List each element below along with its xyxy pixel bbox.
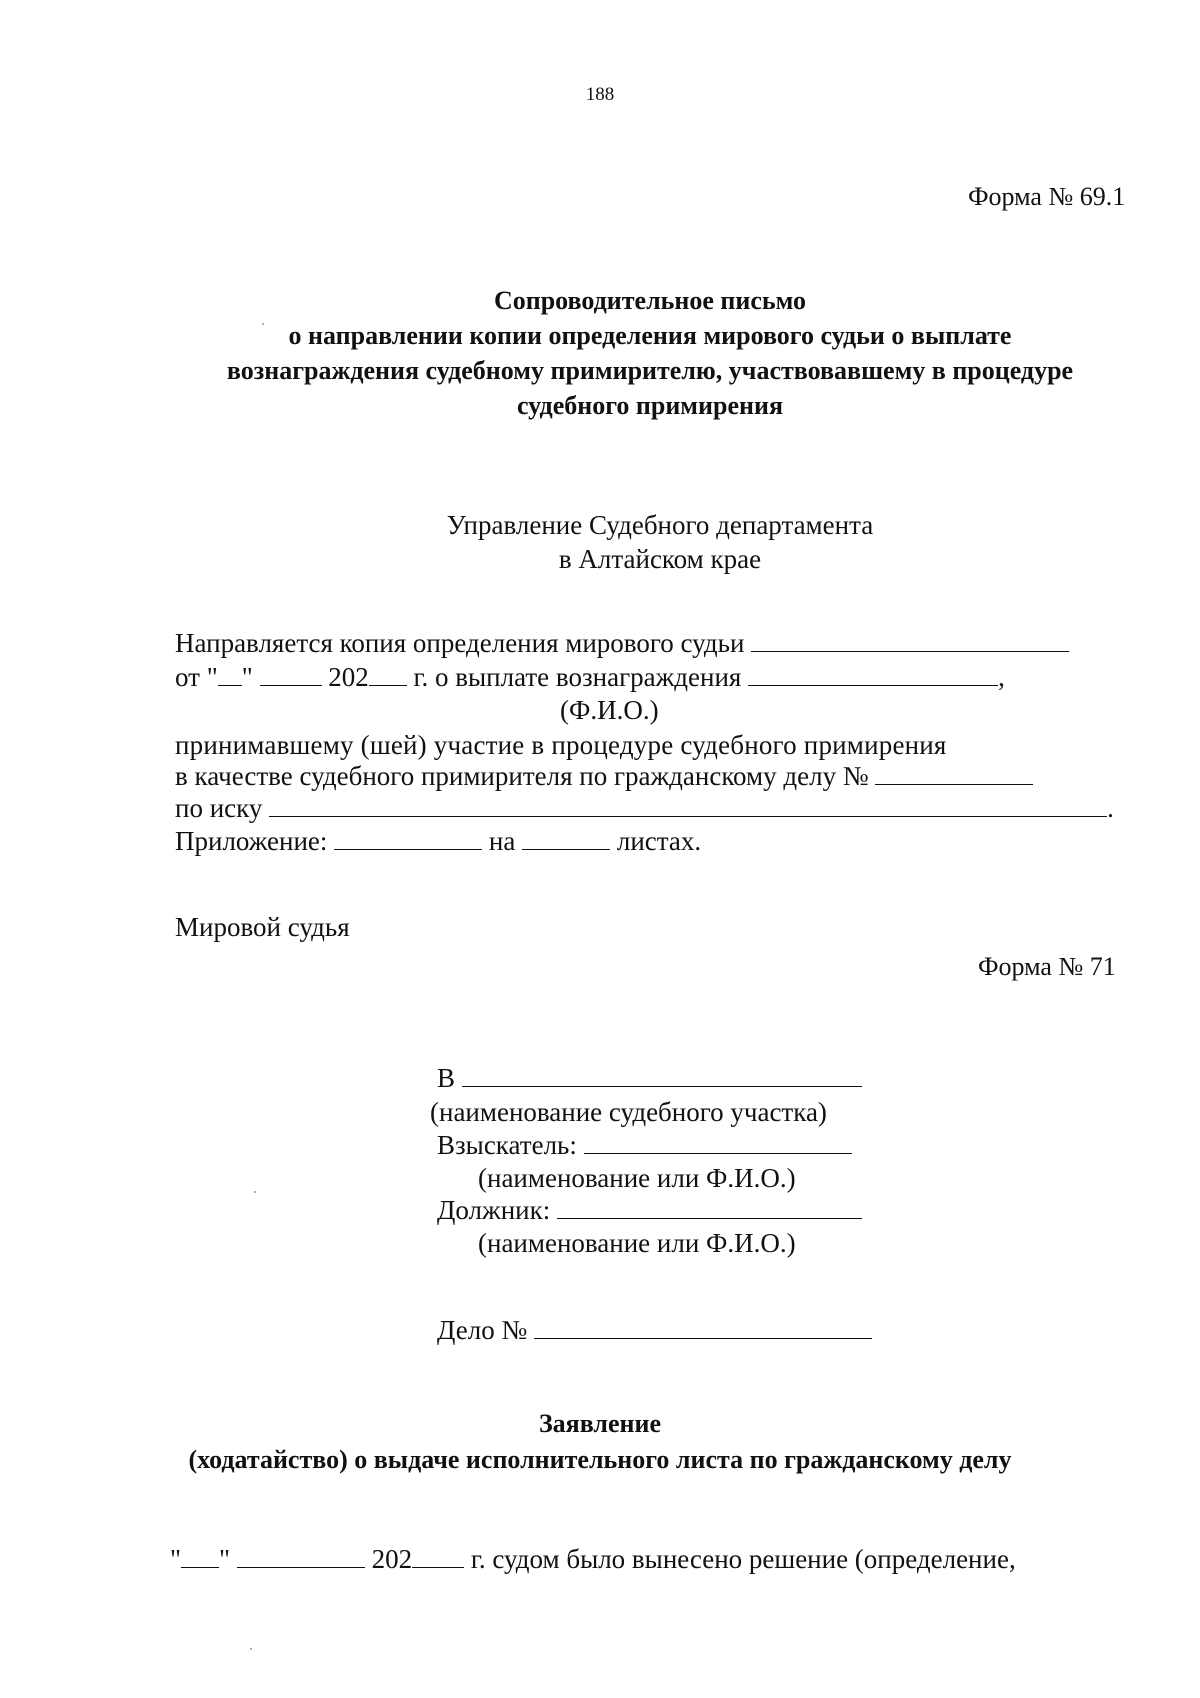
attachment-blank[interactable] <box>334 827 482 850</box>
application-body-line: " " 202 г. судом было вынесено решение (определение, <box>170 1544 1016 1574</box>
lawsuit-blank[interactable] <box>269 794 1107 817</box>
judge-blank[interactable] <box>751 629 1069 652</box>
line-participation: принимавшему (шей) участие в процедуре судебного примирения <box>175 730 947 760</box>
title-line: Заявление <box>538 1409 662 1438</box>
line-lawsuit: по иску . <box>175 793 1114 823</box>
court-caption: (наименование судебного участка) <box>430 1097 827 1127</box>
case-number-blank[interactable] <box>875 762 1033 785</box>
line-date-and-reward: от " " 202 г. о выплате вознаграждения , <box>175 662 1005 692</box>
month-blank[interactable] <box>260 663 322 686</box>
scan-speck <box>254 1191 256 1193</box>
title-line: о направлении копии определения мирового судьи о выплате <box>288 321 1012 350</box>
claimant-caption: (наименование или Ф.И.О.) <box>478 1163 796 1193</box>
form-71-label: Форма № 71 <box>978 952 1116 981</box>
signature-label: Мировой судья <box>175 912 350 942</box>
title-line: вознаграждения судебному примирителю, участвовавшему в процедуре <box>226 356 1074 385</box>
body-month-blank[interactable] <box>237 1545 365 1568</box>
page-number: 188 <box>585 84 615 105</box>
scan-speck <box>262 323 264 325</box>
addressee-block <box>160 508 1160 576</box>
debtor-blank[interactable] <box>557 1196 862 1219</box>
application-title <box>0 1406 1200 1478</box>
to-court-line: В <box>437 1063 862 1094</box>
body-year-blank[interactable] <box>412 1545 464 1568</box>
claimant-line: Взыскатель: <box>437 1130 852 1161</box>
debtor-line: Должник: <box>437 1195 862 1226</box>
line-attachment: Приложение: на листах. <box>175 826 702 856</box>
form71-case-blank[interactable] <box>534 1316 872 1339</box>
line-copy-of-ruling: Направляется копия определения мирового судьи <box>175 628 1069 659</box>
fio-caption: (Ф.И.О.) <box>560 695 659 725</box>
form-69-1-label: Форма № 69.1 <box>968 182 1126 211</box>
day-blank[interactable] <box>218 663 242 686</box>
fio-blank[interactable] <box>748 663 998 686</box>
court-blank[interactable] <box>462 1064 862 1087</box>
title-line: Сопроводительное письмо <box>493 286 807 315</box>
scan-speck <box>250 1648 252 1650</box>
form-69-1-title <box>160 283 1140 423</box>
addressee-line: Управление Судебного департамента <box>446 510 874 540</box>
case-number-line: Дело № <box>437 1315 872 1346</box>
body-day-blank[interactable] <box>181 1545 219 1568</box>
line-civil-case: в качестве судебного примирителя по гражданскому делу № <box>175 761 1033 792</box>
year-blank[interactable] <box>369 663 407 686</box>
addressee-line: в Алтайском крае <box>558 544 762 574</box>
title-line: судебного примирения <box>516 391 784 420</box>
claimant-blank[interactable] <box>584 1131 852 1154</box>
sheets-count-blank[interactable] <box>522 827 610 850</box>
title-line: (ходатайство) о выдаче исполнительного листа по гражданскому делу <box>188 1445 1012 1474</box>
debtor-caption: (наименование или Ф.И.О.) <box>478 1228 796 1258</box>
